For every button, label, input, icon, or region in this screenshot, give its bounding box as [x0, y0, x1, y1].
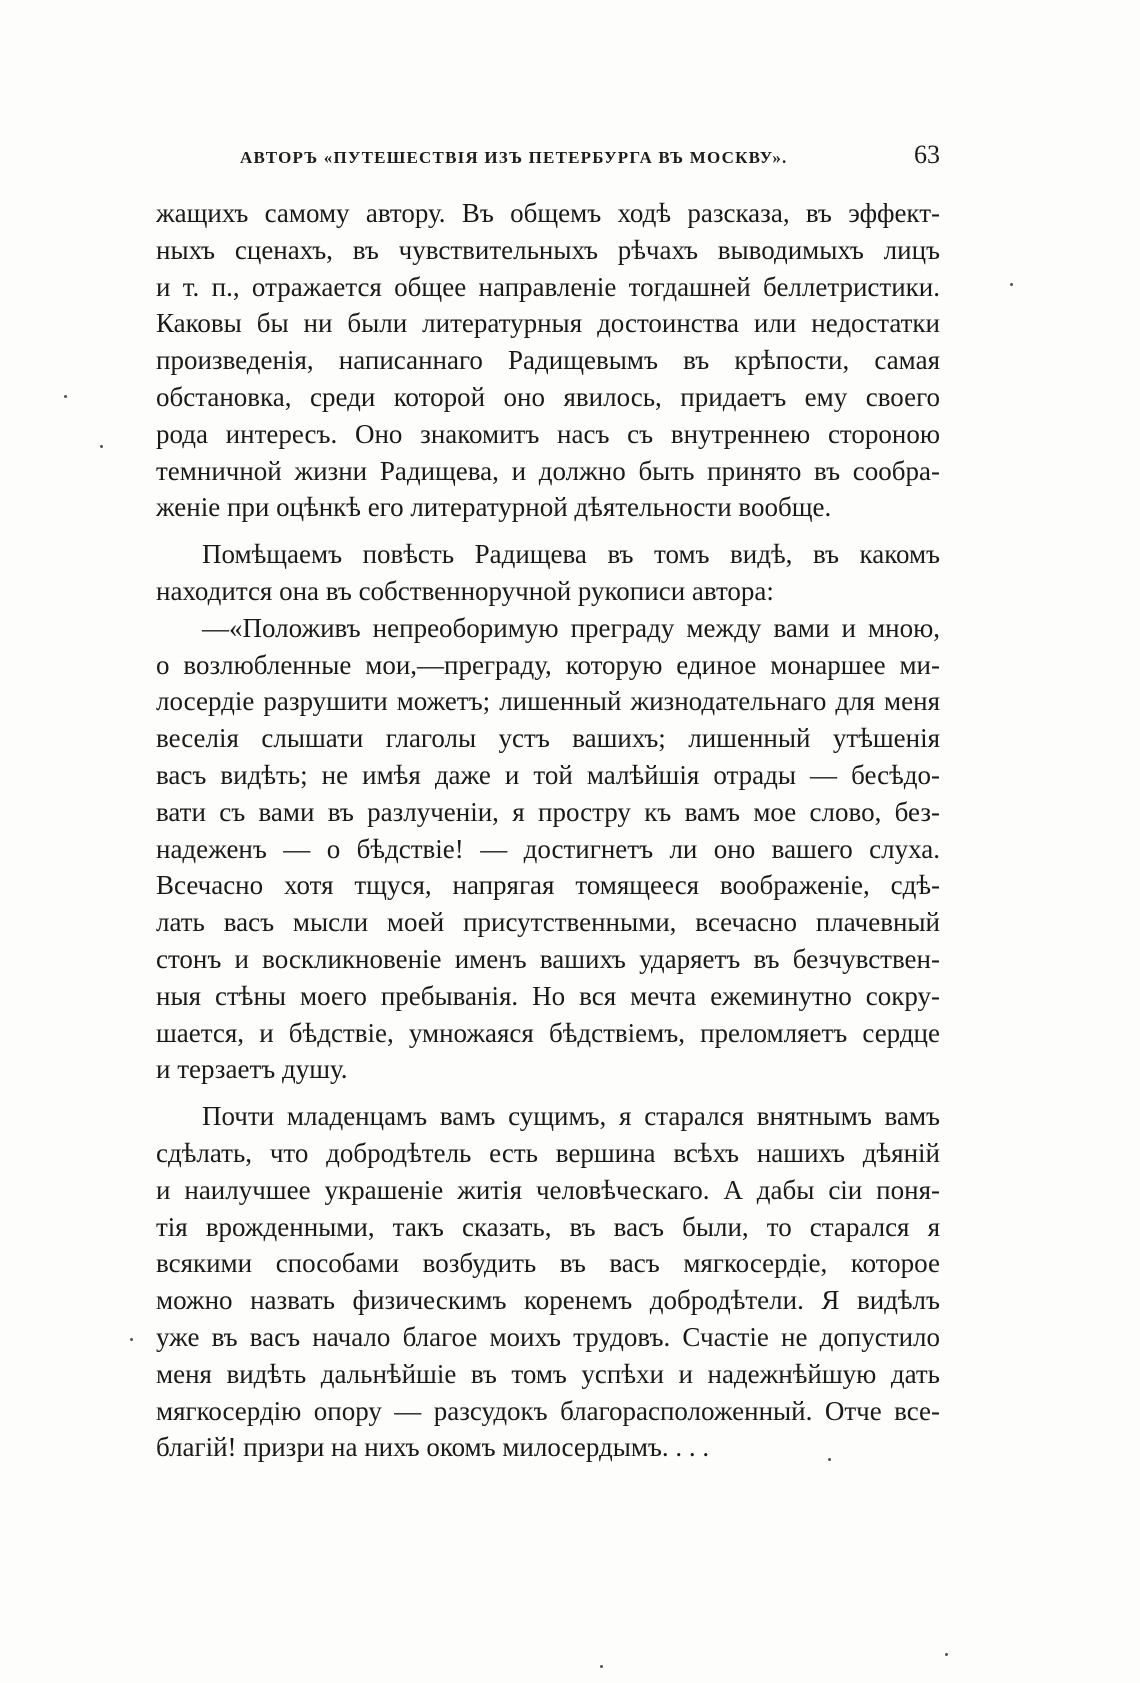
text-line: лать васъ мысли моей присутственными, всечасно плачевный [156, 907, 940, 938]
text-line: благій! призри на нихъ окомъ милосердымъ. . . . [156, 1432, 710, 1463]
text-line: мягкосердію опору — разсудокъ благорасположенный. Отче все- [156, 1395, 940, 1426]
text-line: обстановка, среди которой оно явилось, придаетъ ему своего [156, 381, 940, 412]
text-line: вати съ вами въ разлученіи, я простру къ вамъ мое слово, без- [156, 796, 940, 827]
paragraph [156, 536, 940, 610]
text-line: Почти младенцамъ вамъ сущимъ, я старался внятнымъ вамъ [202, 1101, 940, 1132]
text-line: находится она въ собственноручной рукописи автора: [156, 575, 774, 606]
text-line: рода интересъ. Оно знакомитъ насъ съ внутреннею стороною [156, 418, 940, 449]
scan-speck [100, 445, 103, 448]
header-title: АВТОРЪ «ПУТЕШЕСТВІЯ ИЗЪ ПЕТЕРБУРГА ВЪ МОСКВУ». [240, 148, 788, 167]
running-header [240, 140, 940, 170]
text-line: уже въ васъ начало благое моихъ трудовъ. Счастіе не допустило [156, 1321, 940, 1352]
paragraph [156, 610, 940, 1088]
text-line: шается, и бѣдствіе, умножаяся бѣдствіемъ, преломляетъ сердце [156, 1017, 940, 1048]
text-line: можно назвать физическимъ коренемъ добродѣтели. Я видѣлъ [156, 1285, 940, 1316]
text-line: темничной жизни Радищева, и должно быть принято въ сообра- [156, 455, 940, 486]
text-line: и т. п., отражается общее направленіе тогдашней беллетристики. [156, 271, 940, 302]
scan-speck [130, 1338, 133, 1341]
paragraph [156, 1098, 940, 1466]
text-line: ныхъ сценахъ, въ чувствительныхъ рѣчахъ выводимыхъ лицъ [156, 234, 940, 265]
scan-speck [945, 1653, 948, 1656]
text-line: Каковы бы ни были литературныя достоинства или недостатки [156, 308, 940, 339]
body-text [156, 195, 940, 1466]
text-line: всякими способами возбудить въ васъ мягкосердіе, которое [156, 1248, 940, 1279]
paragraph [156, 195, 940, 526]
text-line: произведенія, написаннаго Радищевымъ въ крѣпости, самая [156, 345, 940, 376]
scan-speck [600, 1665, 603, 1668]
text-line: ныя стѣны моего пребыванія. Но вся мечта ежеминутно сокру- [156, 980, 940, 1011]
scan-speck [64, 395, 67, 398]
page-number: 63 [914, 140, 940, 169]
text-line: тія врожденными, такъ сказать, въ васъ были, то старался я [156, 1211, 940, 1242]
text-line: лосердіе разрушити можетъ; лишенный жизнодательнаго для меня [156, 686, 940, 717]
text-line: стонъ и воскликновеніе именъ вашихъ ударяетъ въ безчувствен- [156, 943, 940, 974]
scan-speck [828, 1458, 831, 1461]
text-line: сдѣлать, что добродѣтель есть вершина всѣхъ нашихъ дѣяній [156, 1137, 940, 1168]
text-line: надеженъ — о бѣдствіе! — достигнетъ ли оно вашего слуха. [156, 833, 940, 864]
text-line: и терзаетъ душу. [156, 1054, 348, 1085]
text-line: о возлюбленные мои,—преграду, которую единое монаршее ми- [156, 649, 940, 680]
text-line: меня видѣть дальнѣйшіе въ томъ успѣхи и надежнѣйшую дать [156, 1358, 940, 1389]
text-line: Помѣщаемъ повѣсть Радищева въ томъ видѣ, въ какомъ [202, 539, 940, 570]
text-line: жащихъ самому автору. Въ общемъ ходѣ разсказа, въ эффект- [156, 198, 940, 228]
scan-speck [1010, 283, 1013, 286]
text-line: васъ видѣть; не имѣя даже и той малѣйшія отрады — бесѣдо- [156, 759, 940, 790]
text-line: Всечасно хотя тщуся, напрягая томящееся воображеніе, сдѣ- [156, 870, 940, 901]
text-line: веселія слышати глаголы устъ вашихъ; лишенный утѣшенія [156, 723, 940, 754]
text-line: —«Положивъ непреоборимую преграду между вами и мною, [202, 612, 940, 643]
text-line: женіе при оцѣнкѣ его литературной дѣятельности вообще. [156, 492, 832, 523]
text-line: и наилучшее украшеніе житія человѣческаго. А дабы сіи поня- [156, 1174, 940, 1205]
